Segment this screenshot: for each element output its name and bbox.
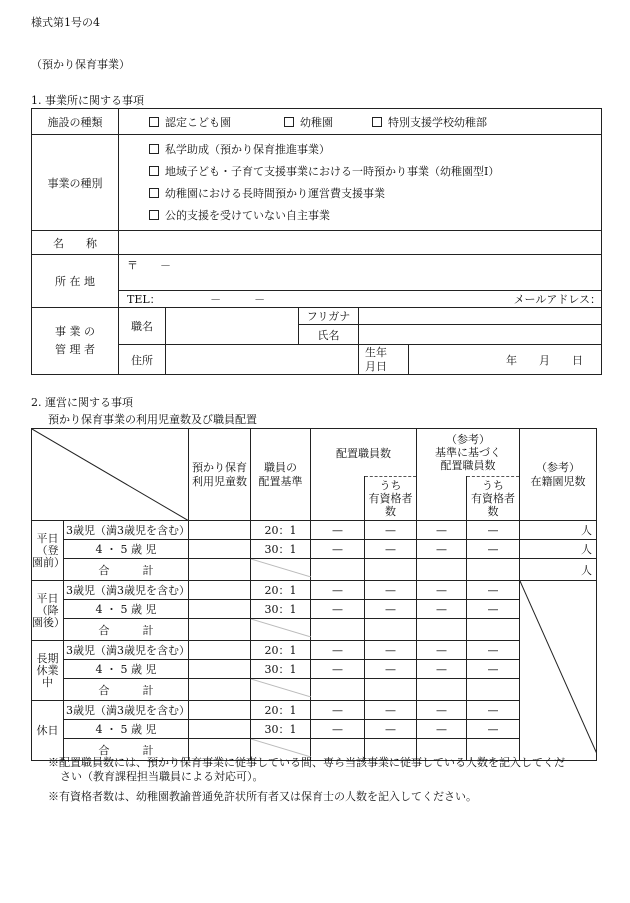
children-count-cell[interactable] bbox=[189, 521, 251, 540]
birth-label: 生年 月日 bbox=[359, 345, 409, 375]
ratio-cell: 30：1 bbox=[251, 540, 311, 559]
row-label: 合 計 bbox=[64, 679, 189, 701]
section1-heading: 1. 事業所に関する事項 bbox=[31, 94, 144, 107]
row-label: 4 ・ 5 歳 児 bbox=[64, 540, 189, 559]
staff-count-cell[interactable]: — bbox=[417, 660, 467, 679]
group-label: 平日（登園前） bbox=[32, 521, 64, 581]
staff-count-cell[interactable]: — bbox=[417, 720, 467, 739]
section2-subheading: 預かり保育事業の利用児童数及び職員配置 bbox=[48, 413, 257, 426]
staff-count-cell[interactable]: — bbox=[467, 521, 520, 540]
business-option-2: 地域子ども・子育て支援事業における一時預かり事業（幼稚園型Ⅰ） bbox=[165, 164, 500, 178]
tel-field[interactable] bbox=[119, 291, 359, 308]
header-corner bbox=[32, 429, 189, 521]
col-children: 預かり保育 利用児童数 bbox=[189, 429, 251, 521]
staff-count-cell[interactable]: — bbox=[467, 641, 520, 660]
business-option-1: 私学助成（預かり保育推進事業） bbox=[165, 142, 330, 156]
ratio-cell bbox=[251, 559, 311, 581]
staff-count-cell[interactable]: — bbox=[365, 581, 417, 600]
staff-count-cell[interactable] bbox=[311, 679, 365, 701]
staffing-table bbox=[31, 428, 597, 761]
children-count-cell[interactable] bbox=[189, 679, 251, 701]
job-title-field[interactable] bbox=[166, 308, 299, 345]
staff-count-cell[interactable]: — bbox=[365, 540, 417, 559]
postal-mark: 〒 － bbox=[127, 259, 171, 272]
group-label: 平日（降園後） bbox=[32, 581, 64, 641]
staff-count-cell[interactable] bbox=[365, 559, 417, 581]
children-count-cell[interactable] bbox=[189, 581, 251, 600]
staff-count-cell[interactable]: — bbox=[365, 521, 417, 540]
staff-count-cell[interactable]: — bbox=[417, 641, 467, 660]
staff-count-cell[interactable]: — bbox=[311, 521, 365, 540]
row-label: 4 ・ 5 歳 児 bbox=[64, 720, 189, 739]
checkbox[interactable] bbox=[149, 117, 159, 127]
ratio-cell bbox=[251, 619, 311, 641]
row-label: 3歳児（満3歳児を含む） bbox=[64, 701, 189, 720]
facility-type-options bbox=[119, 109, 602, 135]
checkbox[interactable] bbox=[372, 117, 382, 127]
enrolled-na-cell bbox=[520, 581, 597, 761]
enrolled-count-cell[interactable]: 人 bbox=[520, 521, 597, 540]
tel-label: TEL： － － bbox=[127, 293, 266, 306]
enrolled-count-cell[interactable]: 人 bbox=[520, 540, 597, 559]
note-2: ※有資格者数は、幼稚園教諭普通免許状所有者又は保育士の人数を記入してください。 bbox=[48, 790, 477, 803]
section2-heading: 2. 運営に関する事項 bbox=[31, 396, 133, 409]
staff-count-cell[interactable]: — bbox=[365, 600, 417, 619]
email-label: メールアドレス： bbox=[513, 293, 602, 306]
name-label: 名 称 bbox=[32, 231, 119, 255]
postal-field[interactable] bbox=[119, 255, 602, 291]
manager-label: 事 業 の 管 理 者 bbox=[32, 308, 119, 375]
business-type-label: 事業の種別 bbox=[32, 135, 119, 231]
furigana-field[interactable] bbox=[359, 308, 602, 325]
staff-count-cell[interactable]: — bbox=[365, 641, 417, 660]
residence-field[interactable] bbox=[166, 345, 359, 375]
ratio-diagonal bbox=[251, 739, 311, 757]
staff-count-cell[interactable]: — bbox=[417, 540, 467, 559]
staff-count-cell[interactable]: — bbox=[467, 581, 520, 600]
checkbox[interactable] bbox=[284, 117, 294, 127]
children-count-cell[interactable] bbox=[189, 540, 251, 559]
facility-table bbox=[31, 108, 602, 375]
children-count-cell[interactable] bbox=[189, 701, 251, 720]
staff-count-cell[interactable] bbox=[417, 679, 467, 701]
children-count-cell[interactable] bbox=[189, 600, 251, 619]
ratio-cell bbox=[251, 679, 311, 701]
staff-count-cell[interactable]: — bbox=[311, 701, 365, 720]
staff-count-cell[interactable]: — bbox=[311, 540, 365, 559]
birth-fields[interactable]: 年 月 日 bbox=[409, 345, 602, 375]
children-count-cell[interactable] bbox=[189, 619, 251, 641]
staff-count-cell[interactable]: — bbox=[311, 600, 365, 619]
table-row bbox=[32, 720, 597, 739]
row-label: 4 ・ 5 歳 児 bbox=[64, 660, 189, 679]
furigana-label: フリガナ bbox=[299, 308, 359, 325]
staff-count-cell[interactable]: — bbox=[417, 581, 467, 600]
table-row bbox=[32, 619, 597, 641]
row-label: 3歳児（満3歳児を含む） bbox=[64, 641, 189, 660]
row-label: 3歳児（満3歳児を含む） bbox=[64, 581, 189, 600]
ratio-diagonal bbox=[251, 559, 311, 577]
ratio-diagonal bbox=[251, 679, 311, 697]
staff-count-cell[interactable]: — bbox=[467, 660, 520, 679]
job-title-label: 職名 bbox=[119, 308, 166, 345]
note-1a: ※配置職員数には、預かり保育事業に従事している間、専ら当該事業に従事している人数を記入してくだ bbox=[48, 756, 565, 769]
enrolled-count-cell[interactable]: 人 bbox=[520, 559, 597, 581]
staff-count-cell[interactable] bbox=[417, 619, 467, 641]
children-count-cell[interactable] bbox=[189, 660, 251, 679]
ratio-cell: 20：1 bbox=[251, 521, 311, 540]
staff-count-cell[interactable]: — bbox=[417, 521, 467, 540]
group-label: 休日 bbox=[32, 701, 64, 761]
enrolled-diagonal bbox=[520, 581, 597, 754]
children-count-cell[interactable] bbox=[189, 641, 251, 660]
table-row bbox=[32, 701, 597, 720]
facility-option-kindergarten: 幼稚園 bbox=[300, 115, 333, 129]
staff-count-cell[interactable] bbox=[311, 619, 365, 641]
children-count-cell[interactable] bbox=[189, 559, 251, 581]
staff-count-cell[interactable]: — bbox=[365, 660, 417, 679]
row-label: 合 計 bbox=[64, 739, 189, 761]
group-label: 長期休業中 bbox=[32, 641, 64, 701]
staff-count-cell[interactable]: — bbox=[311, 720, 365, 739]
subtitle: （預かり保育事業） bbox=[31, 58, 130, 71]
business-option-3: 幼稚園における長時間預かり運営費支援事業 bbox=[165, 186, 385, 200]
staff-count-cell[interactable]: — bbox=[467, 540, 520, 559]
staff-count-cell[interactable]: — bbox=[311, 660, 365, 679]
checkbox[interactable] bbox=[149, 188, 159, 198]
staff-count-cell[interactable]: — bbox=[311, 581, 365, 600]
ratio-diagonal bbox=[251, 619, 311, 637]
table-row bbox=[32, 581, 597, 600]
table-row bbox=[32, 540, 597, 559]
staff-count-cell[interactable]: — bbox=[417, 600, 467, 619]
table-row bbox=[32, 559, 597, 581]
staff-count-cell[interactable] bbox=[417, 559, 467, 581]
staff-count-cell[interactable] bbox=[467, 679, 520, 701]
ratio-cell: 20：1 bbox=[251, 581, 311, 600]
staff-count-cell[interactable] bbox=[365, 679, 417, 701]
staff-count-cell[interactable]: — bbox=[467, 701, 520, 720]
staff-count-cell[interactable] bbox=[365, 619, 417, 641]
table-row bbox=[32, 660, 597, 679]
children-count-cell[interactable] bbox=[189, 720, 251, 739]
ratio-cell: 20：1 bbox=[251, 701, 311, 720]
person-name-label: 氏名 bbox=[299, 325, 359, 345]
address-label: 所 在 地 bbox=[32, 255, 119, 308]
facility-type-label: 施設の種類 bbox=[32, 109, 119, 135]
table-row bbox=[32, 521, 597, 540]
checkbox[interactable] bbox=[149, 144, 159, 154]
row-label: 4 ・ 5 歳 児 bbox=[64, 600, 189, 619]
col-qualified: うち 有資格者 数 bbox=[365, 477, 417, 521]
staff-count-cell[interactable]: — bbox=[365, 701, 417, 720]
staff-count-cell[interactable]: — bbox=[417, 701, 467, 720]
checkbox[interactable] bbox=[149, 210, 159, 220]
checkbox[interactable] bbox=[149, 166, 159, 176]
business-option-4: 公的支援を受けていない自主事業 bbox=[165, 208, 330, 222]
staff-count-cell[interactable]: — bbox=[467, 720, 520, 739]
staff-count-cell[interactable]: — bbox=[467, 600, 520, 619]
email-field[interactable] bbox=[359, 291, 602, 308]
staff-count-cell[interactable] bbox=[467, 559, 520, 581]
ratio-cell: 30：1 bbox=[251, 600, 311, 619]
row-label: 合 計 bbox=[64, 559, 189, 581]
col-qualified-ref: うち 有資格者 数 bbox=[467, 477, 520, 521]
row-label: 3歳児（満3歳児を含む） bbox=[64, 521, 189, 540]
corner-diagonal bbox=[32, 429, 189, 521]
note-1b: さい（教育課程担当職員による対応可）。 bbox=[60, 770, 264, 783]
col-assigned: 配置職員数 bbox=[311, 429, 417, 477]
table-row bbox=[32, 600, 597, 619]
staff-count-cell[interactable] bbox=[467, 619, 520, 641]
form-number: 様式第1号の4 bbox=[31, 16, 100, 29]
ratio-cell: 30：1 bbox=[251, 720, 311, 739]
name-field[interactable] bbox=[119, 231, 602, 255]
staff-count-cell[interactable]: — bbox=[311, 641, 365, 660]
ratio-cell: 20：1 bbox=[251, 641, 311, 660]
ratio-cell: 30：1 bbox=[251, 660, 311, 679]
facility-option-kodomoen: 認定こども園 bbox=[165, 115, 231, 129]
facility-option-special-school: 特別支援学校幼稚部 bbox=[388, 115, 487, 129]
business-type-options bbox=[119, 135, 602, 231]
staff-count-cell[interactable]: — bbox=[365, 720, 417, 739]
residence-label: 住所 bbox=[119, 345, 166, 375]
col-ref-staff: （参考） 基準に基づく 配置職員数 bbox=[417, 429, 520, 477]
table-row bbox=[32, 641, 597, 660]
table-row bbox=[32, 679, 597, 701]
col-standard: 職員の 配置基準 bbox=[251, 429, 311, 521]
person-name-field[interactable] bbox=[359, 325, 602, 345]
staff-count-cell[interactable] bbox=[311, 559, 365, 581]
row-label: 合 計 bbox=[64, 619, 189, 641]
col-ref-enrolled: （参考） 在籍園児数 bbox=[520, 429, 597, 521]
